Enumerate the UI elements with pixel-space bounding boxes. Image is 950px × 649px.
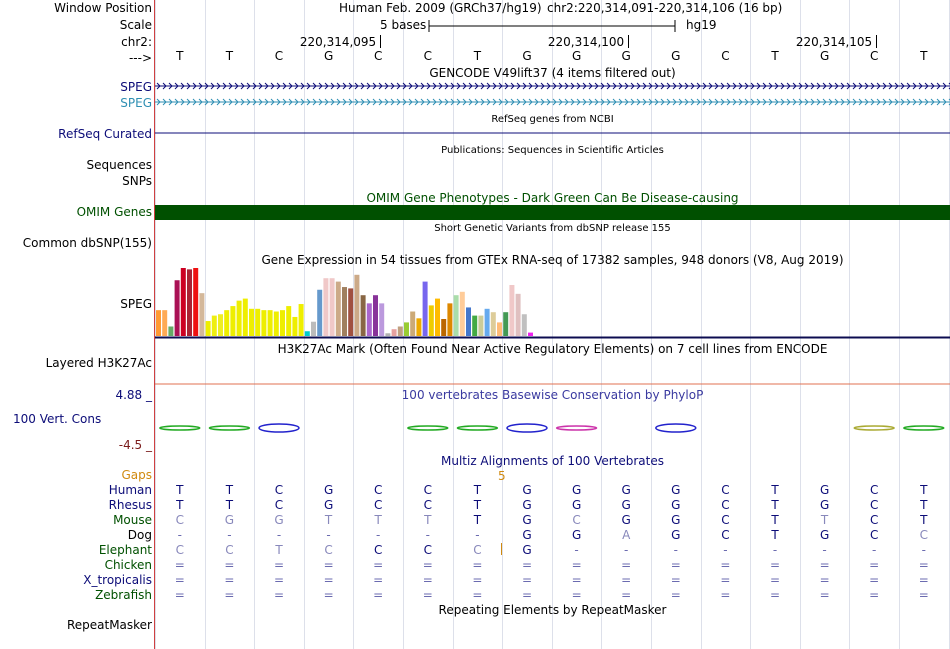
gtex-tissue-bar	[509, 285, 514, 336]
phylop-glyph	[854, 426, 894, 430]
phylop-glyph	[557, 426, 597, 430]
gtex-tissue-bar	[342, 287, 347, 336]
alignment-base: G	[819, 498, 830, 512]
gtex-tissue-bar	[255, 309, 260, 336]
species-label[interactable]: Zebrafish	[95, 588, 152, 602]
alignment-base: -	[872, 543, 877, 557]
gtex-tissue-bar	[423, 282, 428, 336]
alignment-base: -	[921, 543, 926, 557]
phylop-glyph	[457, 426, 497, 430]
gtex-tissue-bar	[230, 306, 235, 336]
coordinate-tick	[380, 35, 381, 48]
gtex-tissue-bar	[472, 316, 477, 336]
base-letter: T	[473, 49, 482, 63]
gtex-tissue-bar	[199, 293, 204, 336]
alignment-base: =	[422, 558, 433, 572]
alignment-base: C	[423, 483, 432, 497]
gtex-tissue-bar	[491, 312, 496, 336]
alignment-base: T	[225, 498, 234, 512]
alignment-base: =	[472, 558, 483, 572]
gtex-tissue-bar	[478, 316, 483, 336]
base-letter: C	[869, 49, 879, 63]
gtex-tissue-bar	[385, 333, 390, 336]
gtex-tissue-bar	[354, 275, 359, 336]
alignment-base: -	[673, 543, 678, 557]
chrom-label: chr2:	[121, 35, 152, 49]
alignment-base: G	[323, 483, 334, 497]
alignment-base: -	[624, 543, 629, 557]
alignment-base: =	[422, 588, 433, 602]
alignment-base: =	[769, 588, 781, 602]
alignment-base: C	[869, 498, 879, 512]
alignment-base: T	[771, 528, 779, 542]
base-letter: T	[225, 49, 234, 63]
base-letter: T	[920, 49, 928, 63]
alignment-base: =	[670, 573, 681, 587]
alignment-base: C	[423, 543, 432, 557]
alignment-base: C	[423, 498, 432, 512]
alignment-base: =	[521, 588, 533, 602]
gap-count: 5	[498, 469, 506, 483]
alignment-base: C	[175, 543, 184, 557]
species-label[interactable]: X_tropicalis	[83, 573, 152, 587]
gencode-genes[interactable]	[155, 80, 950, 110]
gtex-tissue-bar	[398, 326, 403, 336]
gtex-tissue-bar	[193, 268, 198, 336]
strand-label: --->	[128, 51, 152, 65]
alignment-base: T	[771, 498, 779, 512]
alignment-base: =	[918, 588, 929, 602]
base-letter: T	[771, 49, 779, 63]
base-letter: G	[522, 49, 532, 63]
alignment-base: T	[424, 513, 432, 527]
alignment-base: =	[571, 588, 582, 602]
phylop-glyph	[507, 424, 547, 432]
alignment-base: =	[273, 558, 285, 572]
species-label[interactable]: Rhesus	[108, 498, 152, 512]
alignment-base: G	[621, 513, 631, 527]
gtex-tissue-bar	[212, 316, 217, 336]
gtex-tissue-bar	[156, 310, 161, 336]
gtex-tissue-bar	[299, 304, 304, 336]
alignment-base: C	[869, 528, 879, 542]
alignment-base: C	[721, 528, 730, 542]
alignment-base: G	[323, 498, 334, 512]
track-labels-column	[0, 0, 154, 649]
alignment-base: =	[621, 573, 632, 587]
alignment-base: G	[522, 498, 532, 512]
gap-marker	[501, 543, 502, 555]
alignment-base: =	[174, 573, 185, 587]
gtex-tissue-bar	[305, 331, 310, 336]
gtex-tissue-bar	[497, 322, 502, 336]
alignment-base: =	[869, 588, 880, 602]
alignment-base: =	[224, 588, 235, 602]
alignment-base: G	[522, 483, 532, 497]
coordinate-tick	[628, 35, 629, 48]
track-label-phylop[interactable]: 100 Vert. Cons	[13, 412, 102, 426]
gtex-title: Gene Expression in 54 tissues from GTEx RNA-seq of 17382 samples, 948 donors (V8, Aug 2019)	[261, 253, 844, 267]
track-label-speg-gencode-1[interactable]: SPEG	[120, 80, 152, 94]
alignment-base: =	[670, 588, 681, 602]
db-text: hg19	[686, 18, 717, 32]
gtex-tissue-bar	[187, 269, 192, 336]
window-position-label: Window Position	[54, 1, 152, 15]
assembly-text: Human Feb. 2009 (GRCh37/hg19)	[339, 1, 542, 15]
phylop-glyph	[160, 426, 200, 430]
dbsnp-title: Short Genetic Variants from dbSNP release 155	[434, 223, 671, 234]
alignment-base: =	[670, 558, 681, 572]
gtex-tissue-bar	[361, 295, 366, 336]
gtex-tissue-bar	[181, 268, 186, 336]
alignment-base: =	[373, 573, 384, 587]
alignment-base: =	[373, 558, 384, 572]
base-letter: G	[323, 49, 334, 63]
track-label-gtex-speg[interactable]: SPEG	[120, 297, 152, 311]
gtex-tissue-bar	[379, 303, 384, 336]
alignment-base: =	[323, 558, 334, 572]
gtex-tissue-bar	[330, 278, 335, 336]
phylop-ymax: 4.88 _	[115, 388, 152, 402]
gtex-tissue-bar	[175, 280, 180, 336]
alignment-base: C	[373, 498, 383, 512]
phylop-glyph	[904, 426, 944, 430]
gencode-title: GENCODE V49lift37 (4 items filtered out)	[429, 66, 676, 80]
alignment-base: T	[176, 483, 184, 497]
alignment-base: C	[721, 483, 730, 497]
gtex-tissue-bar	[280, 310, 285, 336]
gtex-tissue-bar	[528, 333, 533, 336]
gtex-tissue-bar	[268, 310, 273, 336]
alignment-base: =	[819, 573, 830, 587]
alignment-base: =	[224, 573, 235, 587]
base-letter: G	[621, 49, 631, 63]
publications-title: Publications: Sequences in Scientific Articles	[441, 145, 664, 156]
gtex-tissue-bar	[373, 295, 378, 336]
alignment-base: =	[819, 558, 830, 572]
repeatmasker-title: Repeating Elements by RepeatMasker	[438, 603, 667, 617]
alignment-base: =	[869, 558, 880, 572]
base-letter: C	[373, 49, 383, 63]
alignment-base: =	[869, 573, 880, 587]
alignment-base: C	[274, 498, 284, 512]
gtex-tissue-bar	[348, 288, 353, 336]
alignment-base: =	[174, 588, 185, 602]
multiz-title: Multiz Alignments of 100 Vertebrates	[440, 454, 665, 468]
track-label-refseq[interactable]: RefSeq Curated	[58, 127, 152, 141]
h3k27ac-title: H3K27Ac Mark (Often Found Near Active Regulatory Elements) on 7 cell lines from ENCODE	[277, 342, 828, 356]
alignment-base: G	[571, 498, 582, 512]
track-label-repeatmasker[interactable]: RepeatMasker	[66, 618, 152, 632]
alignment-base: G	[819, 483, 830, 497]
alignment-base: G	[571, 483, 582, 497]
alignment-base: T	[324, 513, 333, 527]
alignment-base: T	[176, 498, 184, 512]
base-letter: C	[721, 49, 730, 63]
track-label-omim[interactable]: OMIM Genes	[76, 205, 152, 219]
alignment-base: -	[425, 528, 430, 542]
h3k27ac-signal[interactable]	[155, 380, 950, 388]
phylop-ymin: -4.5 _	[118, 438, 152, 452]
alignment-base: -	[326, 528, 331, 542]
alignment-base: C	[324, 543, 333, 557]
phylop-glyph	[259, 424, 299, 432]
gtex-tissue-bar	[454, 295, 459, 336]
species-label[interactable]: Human	[108, 483, 152, 497]
species-label[interactable]: Mouse	[113, 513, 152, 527]
alignment-base: =	[621, 558, 632, 572]
gtex-tissue-bar	[311, 322, 316, 336]
alignment-base: G	[224, 513, 235, 527]
coordinate-label: 220,314,095	[299, 35, 377, 49]
gtex-tissue-bar	[261, 310, 266, 336]
alignment-base: -	[276, 528, 282, 542]
alignment-base: T	[920, 498, 928, 512]
alignment-base: =	[472, 588, 483, 602]
alignment-base: T	[920, 483, 928, 497]
alignment-base: =	[571, 573, 582, 587]
base-letter: C	[274, 49, 284, 63]
gtex-tissue-bar	[237, 301, 242, 336]
phylop-glyph	[656, 424, 696, 432]
gtex-tissue-bar	[367, 303, 372, 336]
alignment-base: C	[572, 513, 581, 527]
alignment-base: =	[273, 588, 285, 602]
alignment-base: =	[174, 558, 185, 572]
gtex-tissue-bar	[243, 299, 248, 336]
track-label-gaps[interactable]: Gaps	[121, 468, 152, 482]
gtex-tissue-bar	[274, 312, 279, 336]
gtex-tissue-bar	[162, 310, 167, 336]
phylop-title: 100 vertebrates Basewise Conservation by PhyloP	[401, 388, 704, 402]
alignment-base: =	[323, 588, 334, 602]
base-letter: G	[571, 49, 582, 63]
track-label-snps[interactable]: SNPs	[122, 174, 152, 188]
alignment-base: C	[721, 498, 730, 512]
gtex-tissue-bar	[441, 319, 446, 336]
alignment-base: =	[373, 588, 384, 602]
alignment-base: T	[473, 483, 482, 497]
position-text: chr2:220,314,091-220,314,106 (16 bp)	[547, 1, 783, 15]
alignment-base: =	[918, 573, 929, 587]
alignment-base: =	[720, 558, 731, 572]
refseq-title: RefSeq genes from NCBI	[491, 114, 614, 125]
alignment-base: G	[522, 543, 532, 557]
alignment-base: T	[275, 543, 283, 557]
alignment-base: T	[820, 513, 829, 527]
gtex-tissue-bar	[429, 305, 434, 336]
alignment-base: -	[376, 528, 381, 542]
alignment-base: G	[274, 513, 284, 527]
refseq-gene-line[interactable]	[155, 127, 950, 139]
alignment-base: =	[918, 558, 929, 572]
alignment-base: -	[822, 543, 827, 557]
alignment-base: =	[273, 573, 285, 587]
alignment-base: =	[323, 573, 334, 587]
gtex-tissue-bar	[416, 318, 421, 336]
alignment-base: =	[571, 558, 582, 572]
coordinate-label: 220,314,100	[547, 35, 625, 49]
track-label-sequences[interactable]: Sequences	[86, 158, 152, 172]
alignment-base: C	[919, 528, 928, 542]
gtex-tissue-bar	[410, 312, 415, 336]
gtex-tissue-bar	[516, 294, 521, 336]
alignment-base: G	[571, 528, 582, 542]
coordinate-tick	[876, 35, 877, 48]
track-label-h3k27ac[interactable]: Layered H3K27Ac	[45, 356, 152, 370]
alignment-base: =	[720, 573, 731, 587]
alignment-base: G	[671, 513, 681, 527]
alignment-base: =	[422, 573, 433, 587]
gtex-bar-chart[interactable]	[155, 266, 950, 340]
alignment-base: T	[473, 513, 482, 527]
alignment-base: -	[177, 528, 182, 542]
alignment-base: C	[373, 483, 383, 497]
gtex-tissue-bar	[447, 303, 452, 336]
alignment-base: C	[274, 483, 284, 497]
alignment-base: T	[374, 513, 382, 527]
gtex-tissue-bar	[323, 278, 328, 336]
base-letter: T	[176, 49, 184, 63]
alignment-base: G	[671, 498, 681, 512]
alignment-base: G	[621, 483, 631, 497]
alignment-base: G	[671, 483, 681, 497]
gtex-tissue-bar	[503, 312, 508, 336]
track-image-area[interactable]	[155, 0, 950, 649]
gtex-tissue-bar	[317, 290, 322, 336]
gtex-tissue-bar	[286, 306, 291, 336]
species-label[interactable]: Chicken	[104, 558, 152, 572]
alignment-base: T	[225, 483, 234, 497]
alignment-base: -	[227, 528, 232, 542]
omim-gene-bar[interactable]	[155, 205, 950, 220]
gtex-tissue-bar	[404, 322, 409, 336]
gtex-tissue-bar	[392, 329, 397, 336]
alignment-base: C	[721, 513, 730, 527]
alignment-base: C	[373, 543, 383, 557]
scale-label: Scale	[119, 18, 152, 32]
alignment-base: -	[772, 543, 778, 557]
alignment-base: -	[723, 543, 728, 557]
track-label-dbsnp[interactable]: Common dbSNP(155)	[22, 236, 152, 250]
alignment-base: T	[473, 498, 482, 512]
alignment-base: =	[521, 573, 533, 587]
alignment-base: G	[819, 528, 830, 542]
gtex-tissue-bar	[485, 309, 490, 336]
gtex-tissue-bar	[206, 321, 211, 336]
alignment-base: T	[771, 483, 779, 497]
base-letter: G	[671, 49, 681, 63]
gtex-tissue-bar	[435, 299, 440, 336]
scale-text: 5 bases	[380, 18, 427, 32]
alignment-base: G	[621, 498, 631, 512]
alignment-base: C	[175, 513, 184, 527]
gtex-tissue-bar	[460, 292, 465, 336]
alignment-base: =	[224, 558, 235, 572]
phylop-glyph	[209, 426, 249, 430]
coordinate-label: 220,314,105	[795, 35, 873, 49]
alignment-base: G	[522, 528, 532, 542]
alignment-base: -	[574, 543, 579, 557]
alignment-base: T	[920, 513, 928, 527]
alignment-base: G	[671, 528, 681, 542]
gtex-tissue-bar	[466, 307, 471, 336]
alignment-base: =	[621, 588, 632, 602]
alignment-base: C	[225, 543, 234, 557]
phylop-logo[interactable]	[155, 415, 950, 445]
alignment-base: -	[475, 528, 480, 542]
alignment-base: =	[472, 573, 483, 587]
alignment-base: T	[771, 513, 779, 527]
alignment-base: =	[521, 558, 533, 572]
alignment-base: =	[819, 588, 830, 602]
omim-title: OMIM Gene Phenotypes - Dark Green Can Be Disease-causing	[366, 191, 739, 205]
species-label[interactable]: Dog	[127, 528, 152, 542]
base-letter: C	[423, 49, 432, 63]
alignment-base: =	[769, 573, 781, 587]
scale-bar	[427, 18, 682, 34]
gtex-tissue-bar	[522, 314, 527, 336]
alignment-base: =	[769, 558, 781, 572]
gtex-tissue-bar	[292, 317, 297, 336]
base-letter: G	[819, 49, 830, 63]
gtex-tissue-bar	[218, 314, 223, 336]
alignment-base: G	[522, 513, 532, 527]
alignment-base: A	[622, 528, 631, 542]
alignment-base: C	[869, 513, 879, 527]
phylop-glyph	[408, 426, 448, 430]
gtex-tissue-bar	[168, 326, 173, 336]
alignment-base: C	[869, 483, 879, 497]
track-label-speg-gencode-2[interactable]: SPEG	[120, 96, 152, 110]
alignment-base: C	[473, 543, 482, 557]
gtex-tissue-bar	[336, 282, 341, 336]
gtex-tissue-bar	[224, 310, 229, 336]
gtex-tissue-bar	[249, 309, 254, 336]
species-label[interactable]: Elephant	[98, 543, 152, 557]
alignment-base: =	[720, 588, 731, 602]
